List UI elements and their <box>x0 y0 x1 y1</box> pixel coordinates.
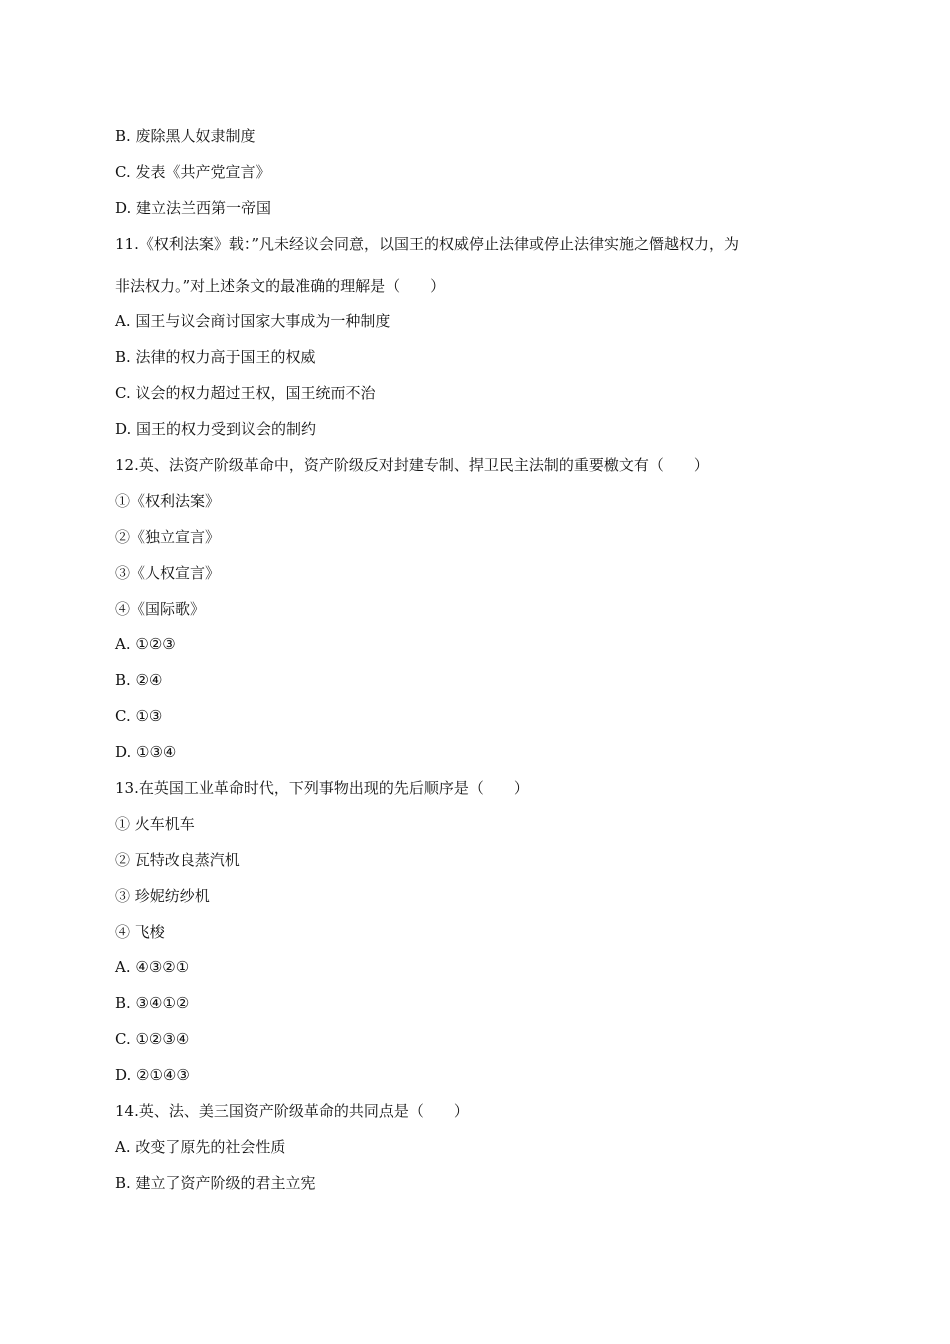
option-b-q10: B. 废除黑人奴隶制度 <box>115 127 256 145</box>
option-b-q13: B. ③④①② <box>115 994 190 1012</box>
question-13: 13.在英国工业革命时代，下列事物出现的先后顺序是（ ） <box>115 779 529 797</box>
option-c-q13: C. ①②③④ <box>115 1030 190 1048</box>
option-d-q10: D. 建立法兰西第一帝国 <box>115 199 272 217</box>
item-3-q12: ③《人权宣言》 <box>115 564 221 582</box>
option-a-q14: A. 改变了原先的社会性质 <box>115 1138 286 1156</box>
question-11-line-2: 非法权力。”对上述条文的最准确的理解是（ ） <box>115 277 446 295</box>
item-1-q13: ① 火车机车 <box>115 815 195 833</box>
option-d-q12: D. ①③④ <box>115 743 177 761</box>
item-2-q13: ② 瓦特改良蒸汽机 <box>115 851 240 869</box>
option-b-q14: B. 建立了资产阶级的君主立宪 <box>115 1174 316 1192</box>
option-b-q12: B. ②④ <box>115 671 163 689</box>
option-a-q11: A. 国王与议会商讨国家大事成为一种制度 <box>115 312 391 330</box>
item-1-q12: ①《权利法案》 <box>115 492 221 510</box>
question-11-line-1: 11.《权利法案》载：”凡未经议会同意，以国王的权威停止法律或停止法律实施之僭越权力，为 <box>115 235 740 253</box>
item-2-q12: ②《独立宣言》 <box>115 528 221 546</box>
option-c-q10: C. 发表《共产党宣言》 <box>115 163 271 181</box>
question-12: 12.英、法资产阶级革命中，资产阶级反对封建专制、捍卫民主法制的重要檄文有（ ） <box>115 456 709 474</box>
question-14: 14.英、法、美三国资产阶级革命的共同点是（ ） <box>115 1102 469 1120</box>
option-d-q11: D. 国王的权力受到议会的制约 <box>115 420 317 438</box>
option-a-q12: A. ①②③ <box>115 635 176 653</box>
item-4-q12: ④《国际歌》 <box>115 600 206 618</box>
option-c-q11: C. 议会的权力超过王权，国王统而不治 <box>115 384 376 402</box>
option-d-q13: D. ②①④③ <box>115 1066 190 1084</box>
option-a-q13: A. ④③②① <box>115 958 190 976</box>
option-c-q12: C. ①③ <box>115 707 163 725</box>
item-3-q13: ③ 珍妮纺纱机 <box>115 887 210 905</box>
option-b-q11: B. 法律的权力高于国王的权威 <box>115 348 316 366</box>
item-4-q13: ④ 飞梭 <box>115 923 165 941</box>
